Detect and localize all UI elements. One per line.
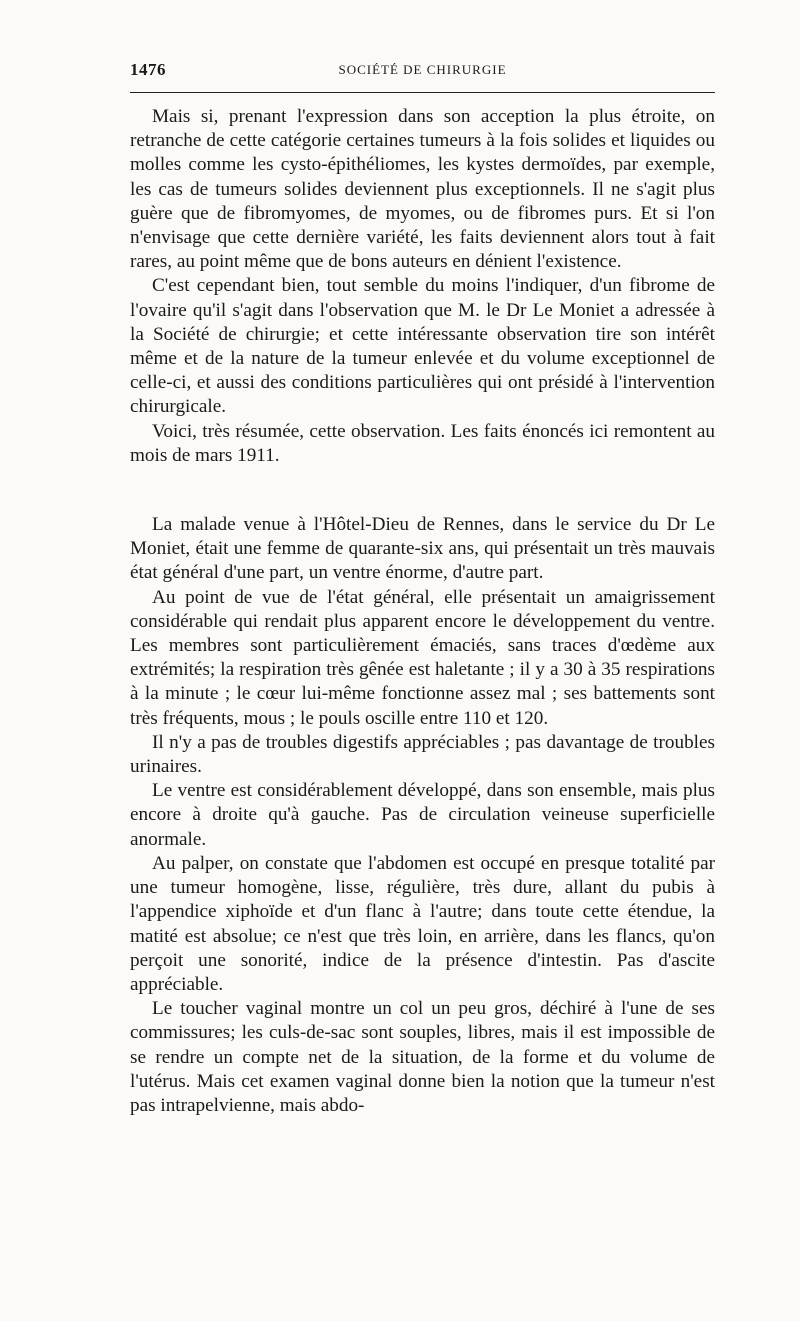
- paragraph: Mais si, prenant l'expression dans son acception la plus étroite, on retranche de cette catégorie certaines tumeurs à la fois solides et liquides ou molles comme les cysto-épithéliomes, les kystes dermoïdes, par exemple, les cas de tumeurs solides deviennent plus exceptionnels. Il ne s'agit plus guère que de fibromyomes, de myomes, ou de fibromes purs. Et si l'on n'envisage que cette dernière variété, les faits deviennent alors tout à fait rares, au point même que de bons auteurs en dénient l'existence.: [130, 106, 715, 273]
- body-text: [130, 105, 715, 1118]
- observation-paragraph: Au palper, on constate que l'abdomen est occupé en presque totalité par une tumeur homogène, lisse, régulière, très dure, allant du pubis à l'appendice xiphoïde et d'un flanc à l'autre; dans toute cette étendue, la matité est absolue; ce n'est que très loin, en arrière, dans les flancs, qu'on perçoit une sonorité, indice de la présence d'intestin. Pas d'ascite appréciable.: [130, 852, 715, 995]
- header-title: SOCIÉTÉ DE CHIRURGIE: [338, 62, 507, 77]
- observation-paragraph: La malade venue à l'Hôtel-Dieu de Rennes, dans le service du Dr Le Moniet, était une femme de quarante-six ans, qui présentait un très mauvais état général d'une part, un ventre énorme, d'autre part.: [130, 514, 715, 584]
- paragraph: Voici, très résumée, cette observation. Les faits énoncés ici remontent au mois de mars 1911.: [130, 420, 715, 466]
- book-page: [130, 60, 715, 1118]
- paragraph: C'est cependant bien, tout semble du moins l'indiquer, d'un fibrome de l'ovaire qu'il s'agit dans l'observation que M. le Dr Le Moniet a adressée à la Société de chirurgie; et cette intéressante observation tire son intérêt même et de la nature de la tumeur enlevée et du volume exceptionnel de celle-ci, et aussi des conditions particulières qui ont présidé à l'intervention chirurgicale.: [130, 275, 715, 418]
- observation-paragraph: Le ventre est considérablement développé, dans son ensemble, mais plus encore à droite qu'à gauche. Pas de circulation veineuse superficielle anormale.: [130, 780, 715, 850]
- observation-paragraph: Le toucher vaginal montre un col un peu gros, déchiré à l'une de ses commissures; les culs-de-sac sont souples, libres, mais il est impossible de se rendre un compte net de la situation, de la forme et du volume de l'utérus. Mais cet examen vaginal donne bien la notion que la tumeur n'est pas intrapelvienne, mais abdo-: [130, 998, 715, 1116]
- section-gap: [130, 468, 715, 513]
- running-head: [130, 60, 715, 86]
- observation-paragraph: Il n'y a pas de troubles digestifs appréciables ; pas davantage de troubles urinaires.: [130, 731, 715, 778]
- page-number: 1476: [130, 60, 166, 79]
- header-rule: [130, 92, 715, 93]
- observation-paragraph: Au point de vue de l'état général, elle présentait un amaigrissement considérable qui rendait plus apparent encore le développement du ventre. Les membres sont particulièrement émaciés, sans traces d'œdème aux extrémités; la respiration très gênée est haletante ; il y a 30 à 35 respirations à la minute ; le cœur lui-même fonctionne assez mal ; ses battements sont très fréquents, mous ; le pouls oscille entre 110 et 120.: [130, 586, 715, 729]
